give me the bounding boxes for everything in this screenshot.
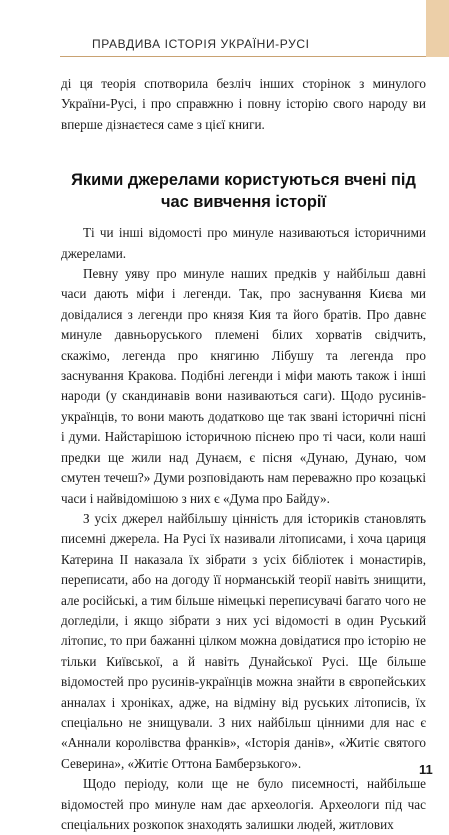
running-title: ПРАВДИВА ІСТОРІЯ УКРАЇНИ-РУСІ: [92, 37, 310, 51]
header-accent-tab: [426, 0, 449, 57]
body-paragraph: Ті чи інші відомості про минуле називаються історичними джерелами.: [61, 225, 426, 261]
body-paragraph: Певну уяву про минуле наших предків у найбільш давні часи дають міфи і легенди. Так, про заснування Києва ми довідалися з легенди про князя Кия та його братів. Про давнє минуле давньоруського племені білих хорватів свідчить, скажімо, легенда про княгиню Лібушу та легенда про заснування Кракова. Подібні легенди і міфи мають також і інші народи (у скандинавів вони називаються саги). Щодо русинів-українців, то вони мають додатково ще так звані історичні пісні і думи. Найстарішою історичною піснею про ті часи, коли наші предки ще жили над Дунаєм, є пісня «Дунаю, Дунаю, чом смутен течеш?» Думи розповідають нам переважно про козацькі часи і найвідомішою з них є «Дума про Байду».: [61, 266, 426, 506]
page-number: 11: [419, 762, 433, 777]
body-paragraph: Щодо періоду, коли ще не було писемності, найбільше відомостей про минуле нам дає археологія. Археологи під час спеціальних розкопок знаходять залишки людей, житлових: [61, 776, 426, 832]
body-paragraph: З усіх джерел найбільшу цінність для істориків становлять писемні джерела. На Русі їх називали літописами, і хоча цариця Катерина ІІ наказала їх зібрати з усіх бібліотек і монастирів, переписати, або на догоду її норманській теорії навіть знищити, але російські, а тим більше німецькі переписувачі багато чого не догледіли, і якщо зібрати з них усі відомості в один Руський літопис, то при бажанні цілком можна довідатися про історію не тільки Київської, а й навіть Дунайської Русі. Ще більше відомостей про русинів-українців можна знайти в європейських анналах і хроніках, адже, на відміну від руських літописів, їх спеціально не знищували. З них найбільш цінними для нас є «Аннали королівства франків», «Історія данів», «Житіє святого Северина», «Житіє Оттона Бамберзького».: [61, 510, 426, 771]
header-rule: [60, 56, 426, 57]
intro-paragraph: ді ця теорія спотворила безліч інших сторінок з минулого України-Русі, і про справжню і повну історію свого народу ви вперше дізнаєтеся саме з цієї книги.: [61, 76, 426, 132]
section-heading: Якими джерелами користуються вчені під час вивчення історії: [71, 171, 416, 212]
page-content: [61, 74, 426, 835]
running-header: [0, 0, 449, 58]
